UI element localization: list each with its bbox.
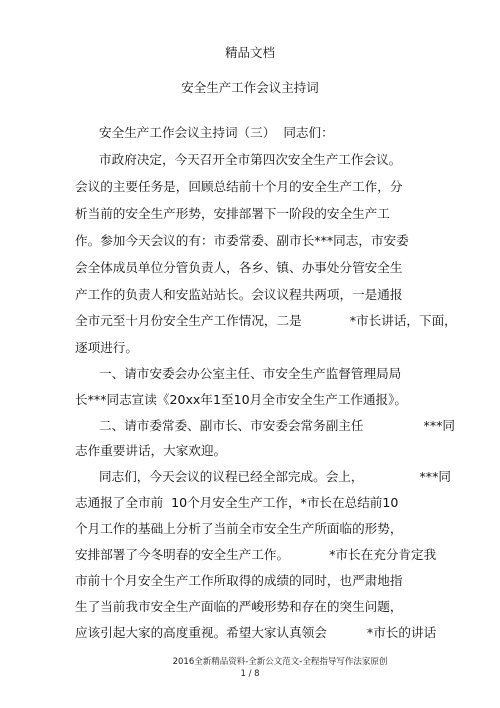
footer-notice: 2016全新精品资料-全新公文范文-全程指导写作法家原创 xyxy=(172,657,388,667)
doc-title: 安全生产工作会议主持词 xyxy=(181,80,319,95)
body-line: 志作重要讲话，大家欢迎。 xyxy=(75,443,227,458)
doc-label: 精品文档 xyxy=(224,45,275,60)
body-line: 逐项进行。 xyxy=(75,340,138,355)
body-line: 同志们，今天会议的议程已经全部完成。会上， ***同 xyxy=(99,469,451,484)
body-line: 市政府决定，今天召开全市第四次安全生产工作会议。 xyxy=(99,152,402,167)
body-line: 二、请市委常委、副市长、市安委会常务副主任 ***同 xyxy=(99,418,456,433)
body-line: 个月工作的基础上分析了当前全市安全生产所面临的形势， xyxy=(75,521,403,536)
body-line: 析当前的安全生产形势，安排部署下一阶段的安全生产工 xyxy=(75,206,390,221)
body-line: 市前十个月安全生产工作所取得的成绩的同时，也严肃地指 xyxy=(75,573,403,588)
body-line: 应该引起大家的高度重视。希望大家认真领会 *市长的讲话 xyxy=(75,625,437,640)
body-line: 产工作的负责人和安监站站长。会议议程共两项，一是通报 xyxy=(75,287,403,302)
page-number: 1 / 8 xyxy=(240,669,260,679)
body-line: 会议的主要任务是，回顾总结前十个月的安全生产工作，分 xyxy=(75,179,403,194)
body-line: 志通报了全市前 10个月安全生产工作，*市长在总结前10 xyxy=(75,495,399,510)
body-line: 生了当前我市安全生产面临的严峻形势和存在的突生问题， xyxy=(75,599,403,614)
body-line: 一、请市安委会办公室主任、市安全生产监督管理局局 xyxy=(99,366,402,381)
body-line: 安全生产工作会议主持词（三） 同志们： xyxy=(99,125,334,140)
body-line: 全市元至十月份安全生产工作情况，二是 *市长讲话，下面， xyxy=(75,313,457,328)
body-line: 安排部署了今冬明春的安全生产工作。 *市长在充分肯定我 xyxy=(75,547,437,562)
body-line: 作。参加今天会议的有：市委常委、副市长***同志，市安委 xyxy=(75,233,409,248)
body-line: 长***同志宣读《20xx年1至10月全市安全生产工作通报》。 xyxy=(75,392,408,407)
body-line: 会全体成员单位分管负责人，各乡、镇、办事处分管安全生 xyxy=(75,260,403,275)
